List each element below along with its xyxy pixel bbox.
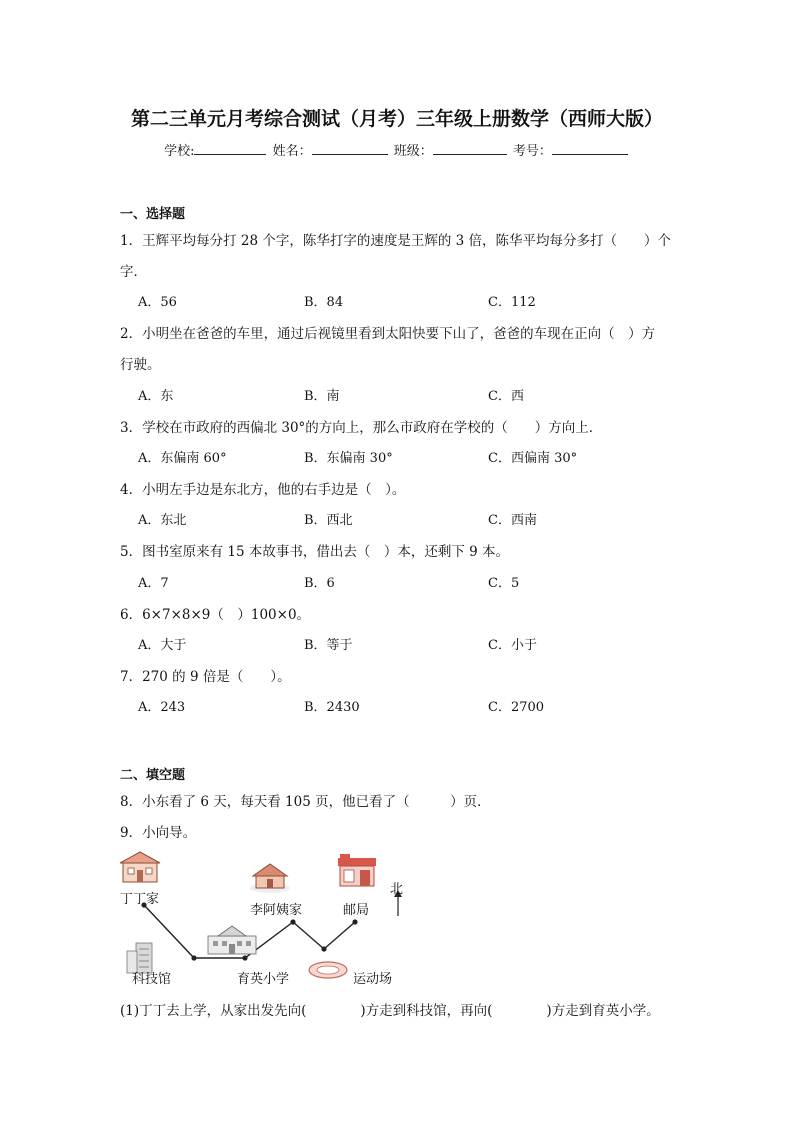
q6-option-a: A．大于 [138,638,187,653]
q6-line1: 6．6×7×8×9（ ）100×0。 [120,607,311,623]
q7-line1: 7．270 的 9 倍是（ ）。 [120,669,291,685]
q3-option-b: B．东偏南 30° [304,451,393,466]
school-label: 学校: [164,144,195,159]
q9-line1: 9．小向导。 [120,825,197,841]
section-title-fill: 二、填空题 [120,768,186,783]
node-keji [191,955,196,960]
q7-option-c: C．2700 [488,700,545,715]
q1-option-a: A．56 [138,295,177,310]
class-blank [433,142,507,155]
q5-option-b: B．6 [304,576,335,591]
label-post-office: 邮局 [343,903,370,918]
name-label: 姓名： [272,144,312,159]
q3-option-c: C．西偏南 30° [488,451,578,466]
label-dingding-home: 丁丁家 [120,892,160,907]
label-science-museum: 科技馆 [132,972,172,987]
q4-option-c: C．西南 [488,513,537,528]
q5-option-c: C．5 [488,576,520,591]
route-map [110,848,430,988]
label-yuying-school: 育英小学 [237,972,290,987]
house-icon [120,852,160,882]
node-stadium [321,946,326,951]
q5-line1: 5．图书室原来有 15 本故事书，借出去（ ）本，还剩下 9 本。 [120,544,510,560]
post-office-icon [338,854,376,886]
node-li [290,919,295,924]
q1-line2: 字． [120,264,147,280]
page-title: 第二三单元月考综合测试（月考）三年级上册数学（西师大版） [130,108,663,130]
q2-option-c: C．西 [488,389,524,404]
student-info-line [0,140,794,159]
label-li-ayi-home: 李阿姨家 [250,903,303,918]
node-post [352,919,357,924]
stadium-icon [309,962,347,978]
q7-option-a: A．243 [138,700,186,715]
section-title-choice: 一、选择题 [120,207,186,222]
label-north: 北 [390,882,404,897]
q9-sub1: (1)丁丁去上学，从家出发先向( )方走到科技馆，再向( )方走到育英小学。 [120,1003,660,1019]
route-map-svg [110,848,430,988]
exam-no-blank [552,142,628,155]
school-icon [208,926,256,954]
q2-option-b: B．南 [304,389,340,404]
q2-line1: 2．小明坐在爸爸的车里，通过后视镜里看到太阳快要下山了，爸爸的车现在正向（ ）方 [120,326,656,342]
node-yuying [242,955,247,960]
q7-option-b: B．2430 [304,700,360,715]
q6-option-b: B．等于 [304,638,353,653]
q3-option-a: A．东偏南 60° [138,451,227,466]
q5-option-a: A．7 [138,576,169,591]
q2-option-a: A．东 [138,389,174,404]
q6-option-c: C．小于 [488,638,537,653]
name-blank [312,142,388,155]
q4-line1: 4．小明左手边是东北方，他的右手边是（ ）。 [120,482,406,498]
q1-option-c: C．112 [488,295,536,310]
q2-line2: 行驶。 [120,357,161,373]
q1-line1: 1．王辉平均每分打 28 个字，陈华打字的速度是王辉的 3 倍，陈华平均每分多打（ ）个 [120,233,672,249]
label-stadium: 运动场 [353,972,393,987]
school-blank [194,142,266,155]
q8-line1: 8．小东看了 6 天，每天看 105 页，他已看了（ ）页． [120,794,491,810]
q3-line1: 3．学校在市政府的西偏北 30°的方向上，那么市政府在学校的（ ）方向上． [120,420,603,436]
cottage-icon [250,864,290,893]
q1-option-b: B．84 [304,295,344,310]
q4-option-b: B．西北 [304,513,353,528]
class-label: 班级： [393,144,433,159]
exam-no-label: 考号： [512,144,552,159]
q4-option-a: A．东北 [138,513,187,528]
